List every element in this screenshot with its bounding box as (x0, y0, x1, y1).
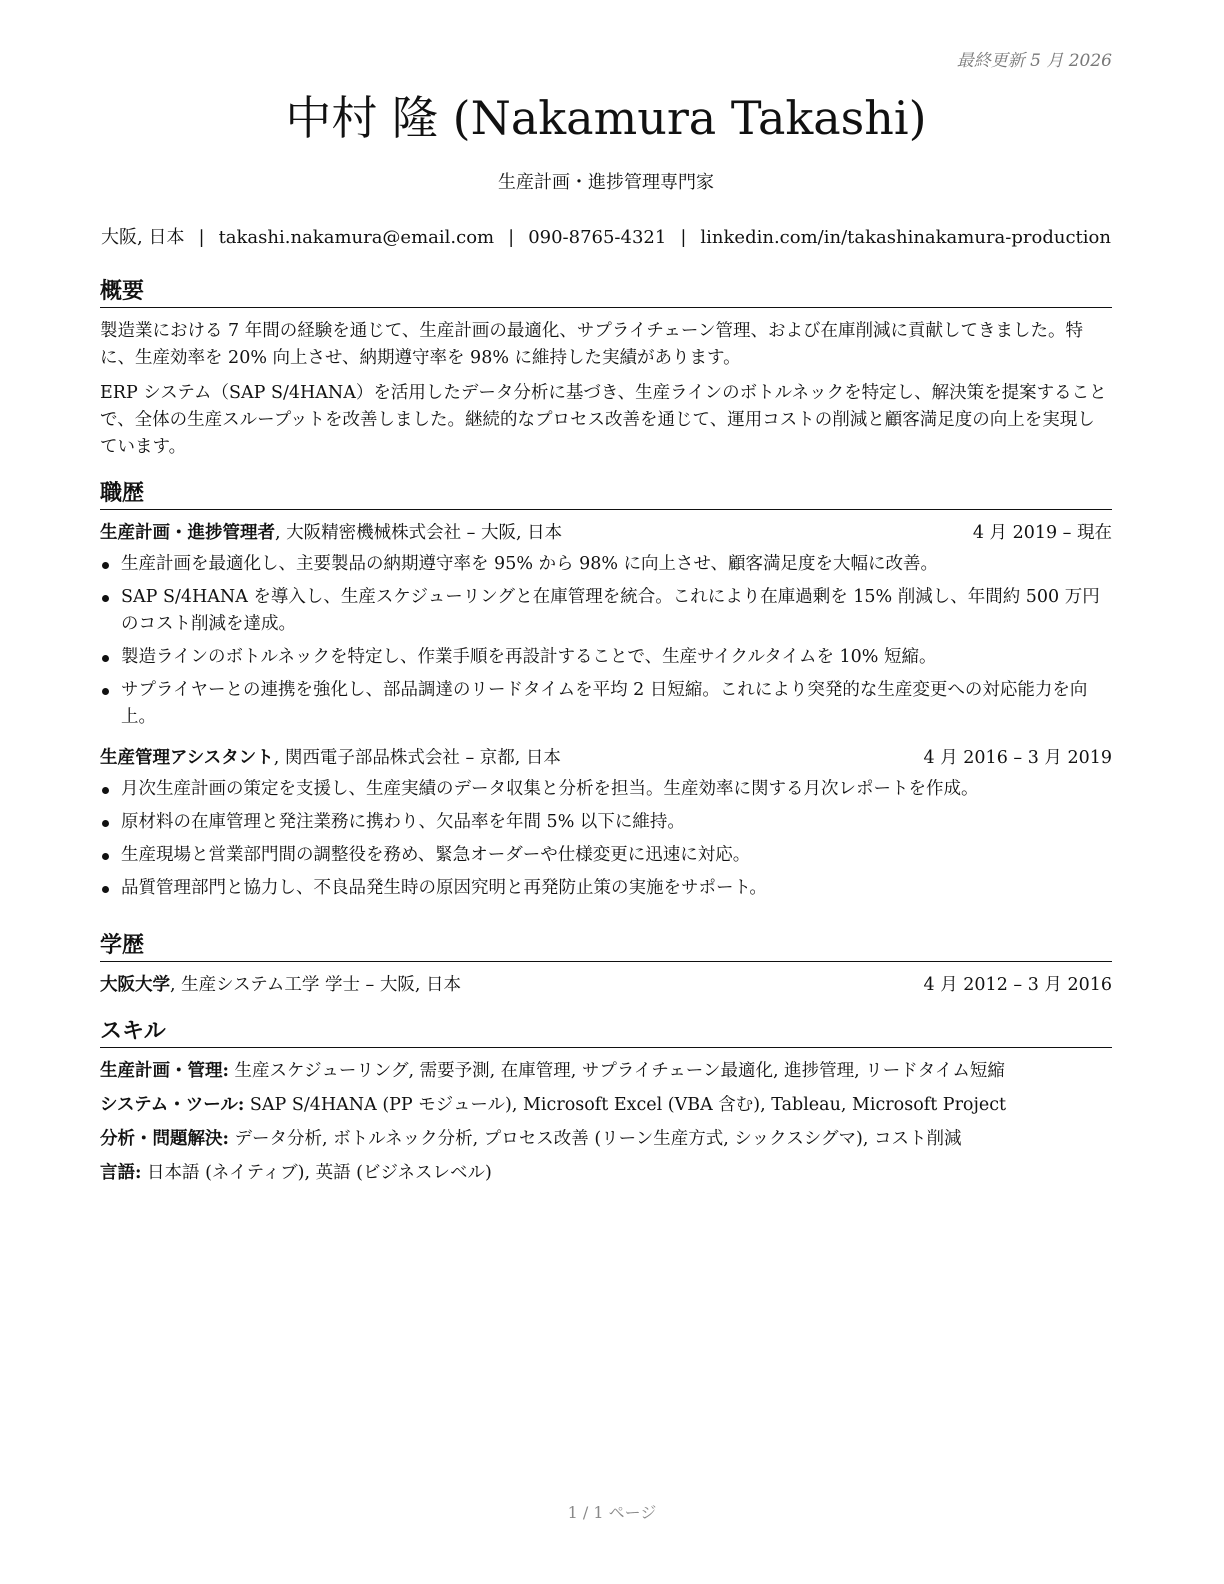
skill-label: 言語: (100, 1163, 142, 1183)
page-number: 1 / 1 ページ (567, 1503, 657, 1522)
job-role-org (100, 745, 561, 772)
job-org: , 関西電子部品株式会社 – 京都, 日本 (273, 748, 561, 768)
job-entry (100, 520, 1112, 731)
job-dates: 4 月 2016 – 3 月 2019 (923, 748, 1112, 768)
job-role: 生産管理アシスタント (100, 748, 274, 768)
job-bullets (100, 776, 1112, 902)
contact-linkedin[interactable]: linkedin.com/in/takashinakamura-production (700, 227, 1111, 248)
contact-phone: 090-8765-4321 (528, 227, 667, 248)
job-entry (100, 745, 1112, 902)
skill-label: システム・ツール: (100, 1095, 245, 1115)
skill-value: データ分析, ボトルネック分析, プロセス改善 (リーン生産方式, シックスシグマ), コスト削減 (228, 1129, 962, 1149)
contact-separator: | (508, 227, 515, 248)
summary-paragraph: ERP システム（SAP S/4HANA）を活用したデータ分析に基づき、生産ラインのボトルネックを特定し、解決策を提案することで、全体の生産スループットを改善しました。継続的なプロセス改善を通じて、運用コストの削減と顧客満足度の向上を実現しています。 (100, 383, 1107, 457)
bullet-text: 原材料の在庫管理と発注業務に携わり、欠品率を年間 5% 以下に維持。 (121, 812, 685, 832)
skill-line (100, 1126, 1112, 1153)
list-item (100, 584, 1112, 638)
contact-email[interactable]: takashi.nakamura@email.com (218, 227, 495, 248)
education-dates: 4 月 2012 – 3 月 2016 (923, 975, 1112, 995)
bullet-icon (102, 853, 109, 860)
skill-line (100, 1160, 1112, 1187)
contact-separator: | (198, 227, 205, 248)
job-header (100, 745, 1112, 772)
list-item (100, 875, 1112, 902)
skill-value: SAP S/4HANA (PP モジュール), Microsoft Excel (VBA 含む), Tableau, Microsoft Project (244, 1095, 1007, 1115)
education-entry (100, 972, 1112, 999)
list-item (100, 677, 1112, 731)
candidate-name: 中村 隆 (Nakamura Takashi) (285, 91, 927, 145)
education-school: 大阪大学 (100, 975, 170, 995)
education-school-detail (100, 972, 461, 999)
job-role-org (100, 520, 562, 547)
job-header (100, 520, 1112, 547)
skill-label: 生産計画・管理: (100, 1061, 229, 1081)
bullet-icon (102, 787, 109, 794)
summary-heading: 概要 (100, 276, 1112, 308)
education-section (100, 930, 1112, 999)
skill-label: 分析・問題解決: (100, 1129, 229, 1149)
skill-line (100, 1092, 1112, 1119)
job-org: , 大阪精密機械株式会社 – 大阪, 日本 (275, 523, 563, 543)
skills-section (100, 1016, 1112, 1194)
list-item (100, 644, 1112, 671)
job-dates: 4 月 2019 – 現在 (972, 523, 1112, 543)
summary-section (100, 276, 1112, 469)
skill-value: 生産スケジューリング, 需要予測, 在庫管理, サプライチェーン最適化, 進捗管理, リードタイム短縮 (228, 1061, 1005, 1081)
education-heading: 学歴 (100, 930, 1112, 962)
contact-separator: | (680, 227, 687, 248)
list-item (100, 776, 1112, 803)
job-bullets (100, 551, 1112, 731)
bullet-icon (102, 688, 109, 695)
bullet-icon (102, 655, 109, 662)
bullet-icon (102, 595, 109, 602)
job-role: 生産計画・進捗管理者 (100, 523, 275, 543)
experience-section (100, 478, 1112, 908)
last-updated: 最終更新 5 月 2026 (956, 51, 1112, 71)
bullet-text: 製造ラインのボトルネックを特定し、作業手順を再設計することで、生産サイクルタイムを 10% 短縮。 (121, 647, 937, 667)
bullet-text: 生産計画を最適化し、主要製品の納期遵守率を 95% から 98% に向上させ、顧客満足度を大幅に改善。 (121, 554, 939, 574)
list-item (100, 551, 1112, 578)
bullet-text: 生産現場と営業部門間の調整役を務め、緊急オーダーや仕様変更に迅速に対応。 (121, 845, 751, 865)
list-item (100, 842, 1112, 869)
bullet-icon (102, 820, 109, 827)
summary-paragraph: 製造業における 7 年間の経験を通じて、生産計画の最適化、サプライチェーン管理、および在庫削減に貢献してきました。特に、生産効率を 20% 向上させ、納期遵守率を 98% に維持した実績があります。 (100, 321, 1084, 368)
list-item (100, 809, 1112, 836)
skill-line (100, 1058, 1112, 1085)
skill-value: 日本語 (ネイティブ), 英語 (ビジネスレベル) (141, 1163, 492, 1183)
bullet-icon (102, 886, 109, 893)
bullet-text: 月次生産計画の策定を支援し、生産実績のデータ収集と分析を担当。生産効率に関する月次レポートを作成。 (121, 779, 979, 799)
contact-location: 大阪, 日本 (101, 227, 185, 248)
contact-line (100, 225, 1112, 251)
bullet-icon (102, 562, 109, 569)
skills-heading: スキル (100, 1016, 1112, 1048)
bullet-text: SAP S/4HANA を導入し、生産スケジューリングと在庫管理を統合。これにより在庫過剰を 15% 削減し、年間約 500 万円のコスト削減を達成。 (121, 587, 1100, 634)
bullet-text: 品質管理部門と協力し、不良品発生時の原因究明と再発防止策の実施をサポート。 (121, 878, 767, 898)
experience-heading: 職歴 (100, 478, 1112, 510)
education-detail: , 生産システム工学 学士 – 大阪, 日本 (170, 975, 461, 995)
bullet-text: サプライヤーとの連携を強化し、部品調達のリードタイムを平均 2 日短縮。これにより突発的な生産変更への対応能力を向上。 (121, 680, 1088, 727)
candidate-title: 生産計画・進捗管理専門家 (498, 172, 714, 193)
